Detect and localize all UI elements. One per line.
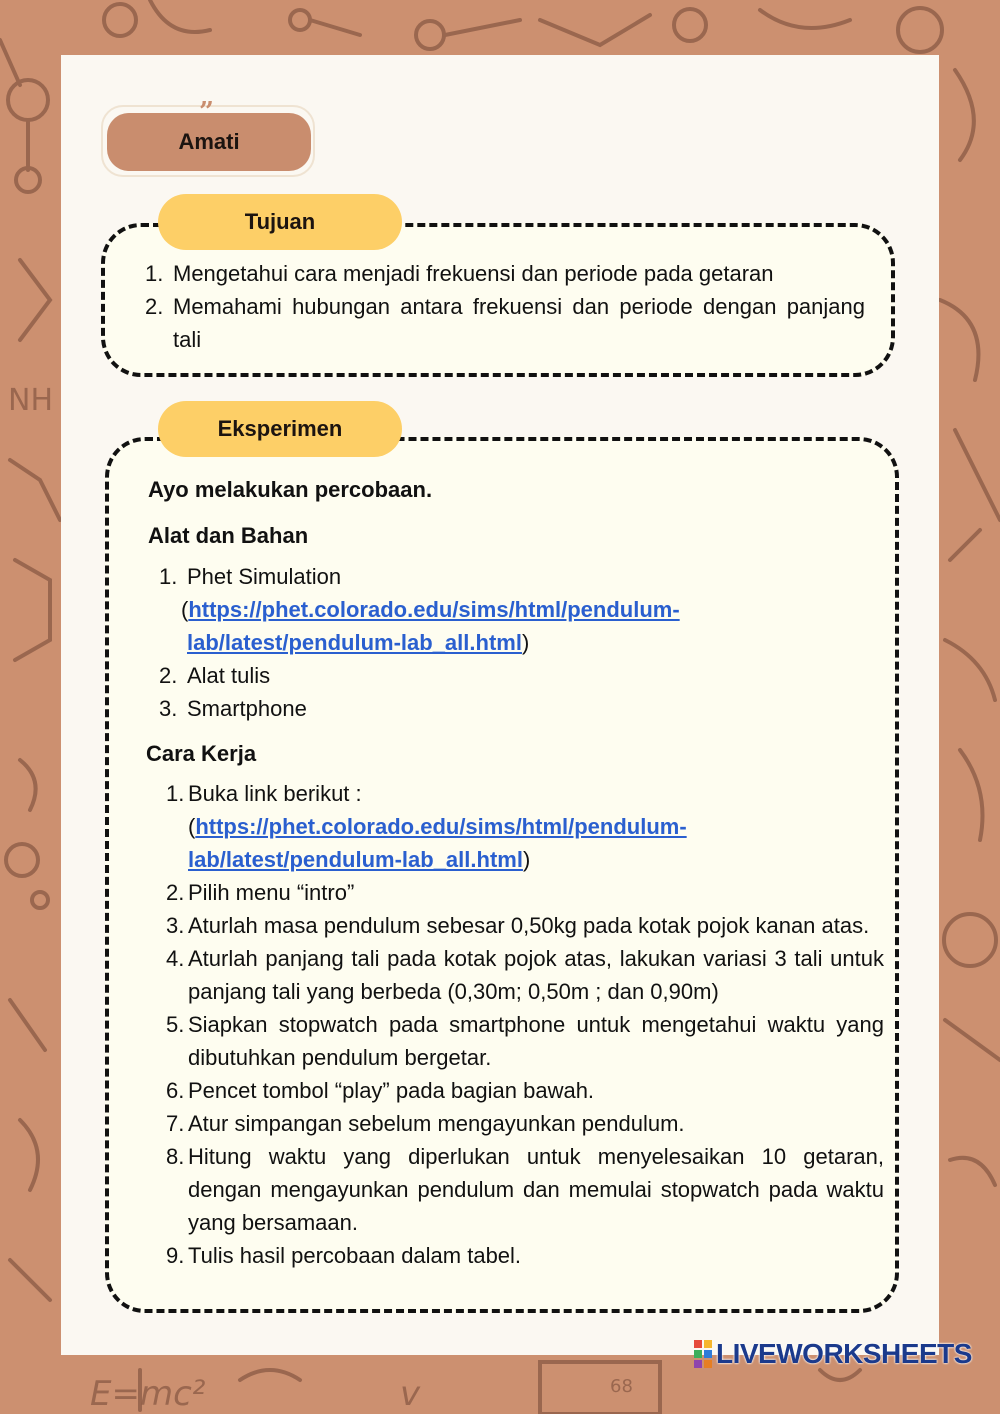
item-text: Atur simpangan sebelum mengayunkan pendulum. xyxy=(188,1111,685,1136)
item-text: Pencet tombol “play” pada bagian bawah. xyxy=(188,1078,595,1103)
eksperimen-title: Eksperimen xyxy=(158,401,402,457)
nh-doodle-text: NH xyxy=(8,383,53,418)
item-number: 4. xyxy=(166,946,185,971)
eksperimen-intro: Ayo melakukan percobaan. xyxy=(148,477,433,502)
close-paren: ) xyxy=(521,630,530,655)
item-text: Smartphone xyxy=(187,696,307,721)
cara-heading: Cara Kerja xyxy=(146,741,257,766)
item-text: Hitung waktu yang diperlukan untuk menyelesaikan 10 getaran, dengan mengayunkan pendulum dan memulai stopwatch pada waktu yang bersamaan. xyxy=(188,1144,884,1235)
open-paren: ( xyxy=(181,597,189,622)
item-label: Buka link berikut : xyxy=(188,781,362,806)
phet-link[interactable]: https://phet.colorado.edu/sims/html/pendulum-lab/latest/pendulum-lab_all.html xyxy=(188,814,687,872)
item-text: Aturlah masa pendulum sebesar 0,50kg pada kotak pojok kanan atas. xyxy=(188,913,870,938)
item-number: 6. xyxy=(166,1078,185,1103)
item-number: 9. xyxy=(166,1243,185,1268)
list-item xyxy=(166,1140,884,1239)
v-doodle-text: v xyxy=(400,1374,421,1414)
list-item xyxy=(166,909,884,942)
tujuan-title: Tujuan xyxy=(158,194,402,250)
item-text: Aturlah panjang tali pada kotak pojok atas, lakukan variasi 3 tali untuk panjang tali yang berbeda (0,30m; 0,50m ; dan 0,90m) xyxy=(188,946,884,1004)
quote-mark-icon: ” xyxy=(199,97,214,127)
list-item xyxy=(166,876,884,909)
item-number: 3. xyxy=(159,696,178,721)
item-text xyxy=(181,560,779,659)
emc2-doodle-text: E=mc² xyxy=(90,1374,206,1414)
item-number: 8. xyxy=(166,1144,185,1169)
cara-list xyxy=(166,777,884,1272)
item-number: 2. xyxy=(145,294,164,319)
item-text: Mengetahui cara menjadi frekuensi dan periode pada getaran xyxy=(173,261,774,286)
item-number: 3. xyxy=(166,913,185,938)
amati-label: Amati xyxy=(107,113,311,171)
item-text: Memahami hubungan antara frekuensi dan periode dengan panjang tali xyxy=(173,294,865,352)
logo-text: LIVEWORKSHEETS xyxy=(716,1338,972,1369)
list-item xyxy=(166,1239,884,1272)
list-item xyxy=(166,1008,884,1074)
item-text xyxy=(188,777,884,876)
list-item xyxy=(166,1107,884,1140)
alat-list xyxy=(159,560,779,725)
list-item xyxy=(145,257,865,290)
item-text: Siapkan stopwatch pada smartphone untuk mengetahui waktu yang dibutuhkan pendulum bergetar. xyxy=(188,1012,884,1070)
item-text: Tulis hasil percobaan dalam tabel. xyxy=(188,1243,522,1268)
list-item xyxy=(159,560,779,659)
item-number: 1. xyxy=(145,261,164,286)
item-text: Alat tulis xyxy=(187,663,271,688)
list-item xyxy=(145,290,865,356)
item-number: 2. xyxy=(159,663,178,688)
item-number: 1. xyxy=(166,781,185,806)
list-item xyxy=(159,692,779,725)
worksheet-page xyxy=(61,55,939,1355)
close-paren: ) xyxy=(522,847,531,872)
item-label: Phet Simulation xyxy=(187,564,342,589)
list-item xyxy=(159,659,779,692)
number-doodle-text: 68 xyxy=(610,1376,633,1397)
list-item xyxy=(166,1074,884,1107)
item-number: 2. xyxy=(166,880,185,905)
liveworksheets-logo xyxy=(694,1336,972,1372)
item-text: Pilih menu “intro” xyxy=(188,880,355,905)
open-paren: ( xyxy=(188,814,196,839)
tujuan-list xyxy=(145,257,865,356)
item-number: 1. xyxy=(159,564,178,589)
amati-label-group xyxy=(101,97,315,177)
item-number: 5. xyxy=(166,1012,185,1037)
list-item xyxy=(166,777,884,876)
logo-blocks-icon xyxy=(694,1340,712,1368)
list-item xyxy=(166,942,884,1008)
alat-heading: Alat dan Bahan xyxy=(148,523,309,548)
item-number: 7. xyxy=(166,1111,185,1136)
phet-link[interactable]: https://phet.colorado.edu/sims/html/pendulum-lab/latest/pendulum-lab_all.html xyxy=(187,597,680,655)
